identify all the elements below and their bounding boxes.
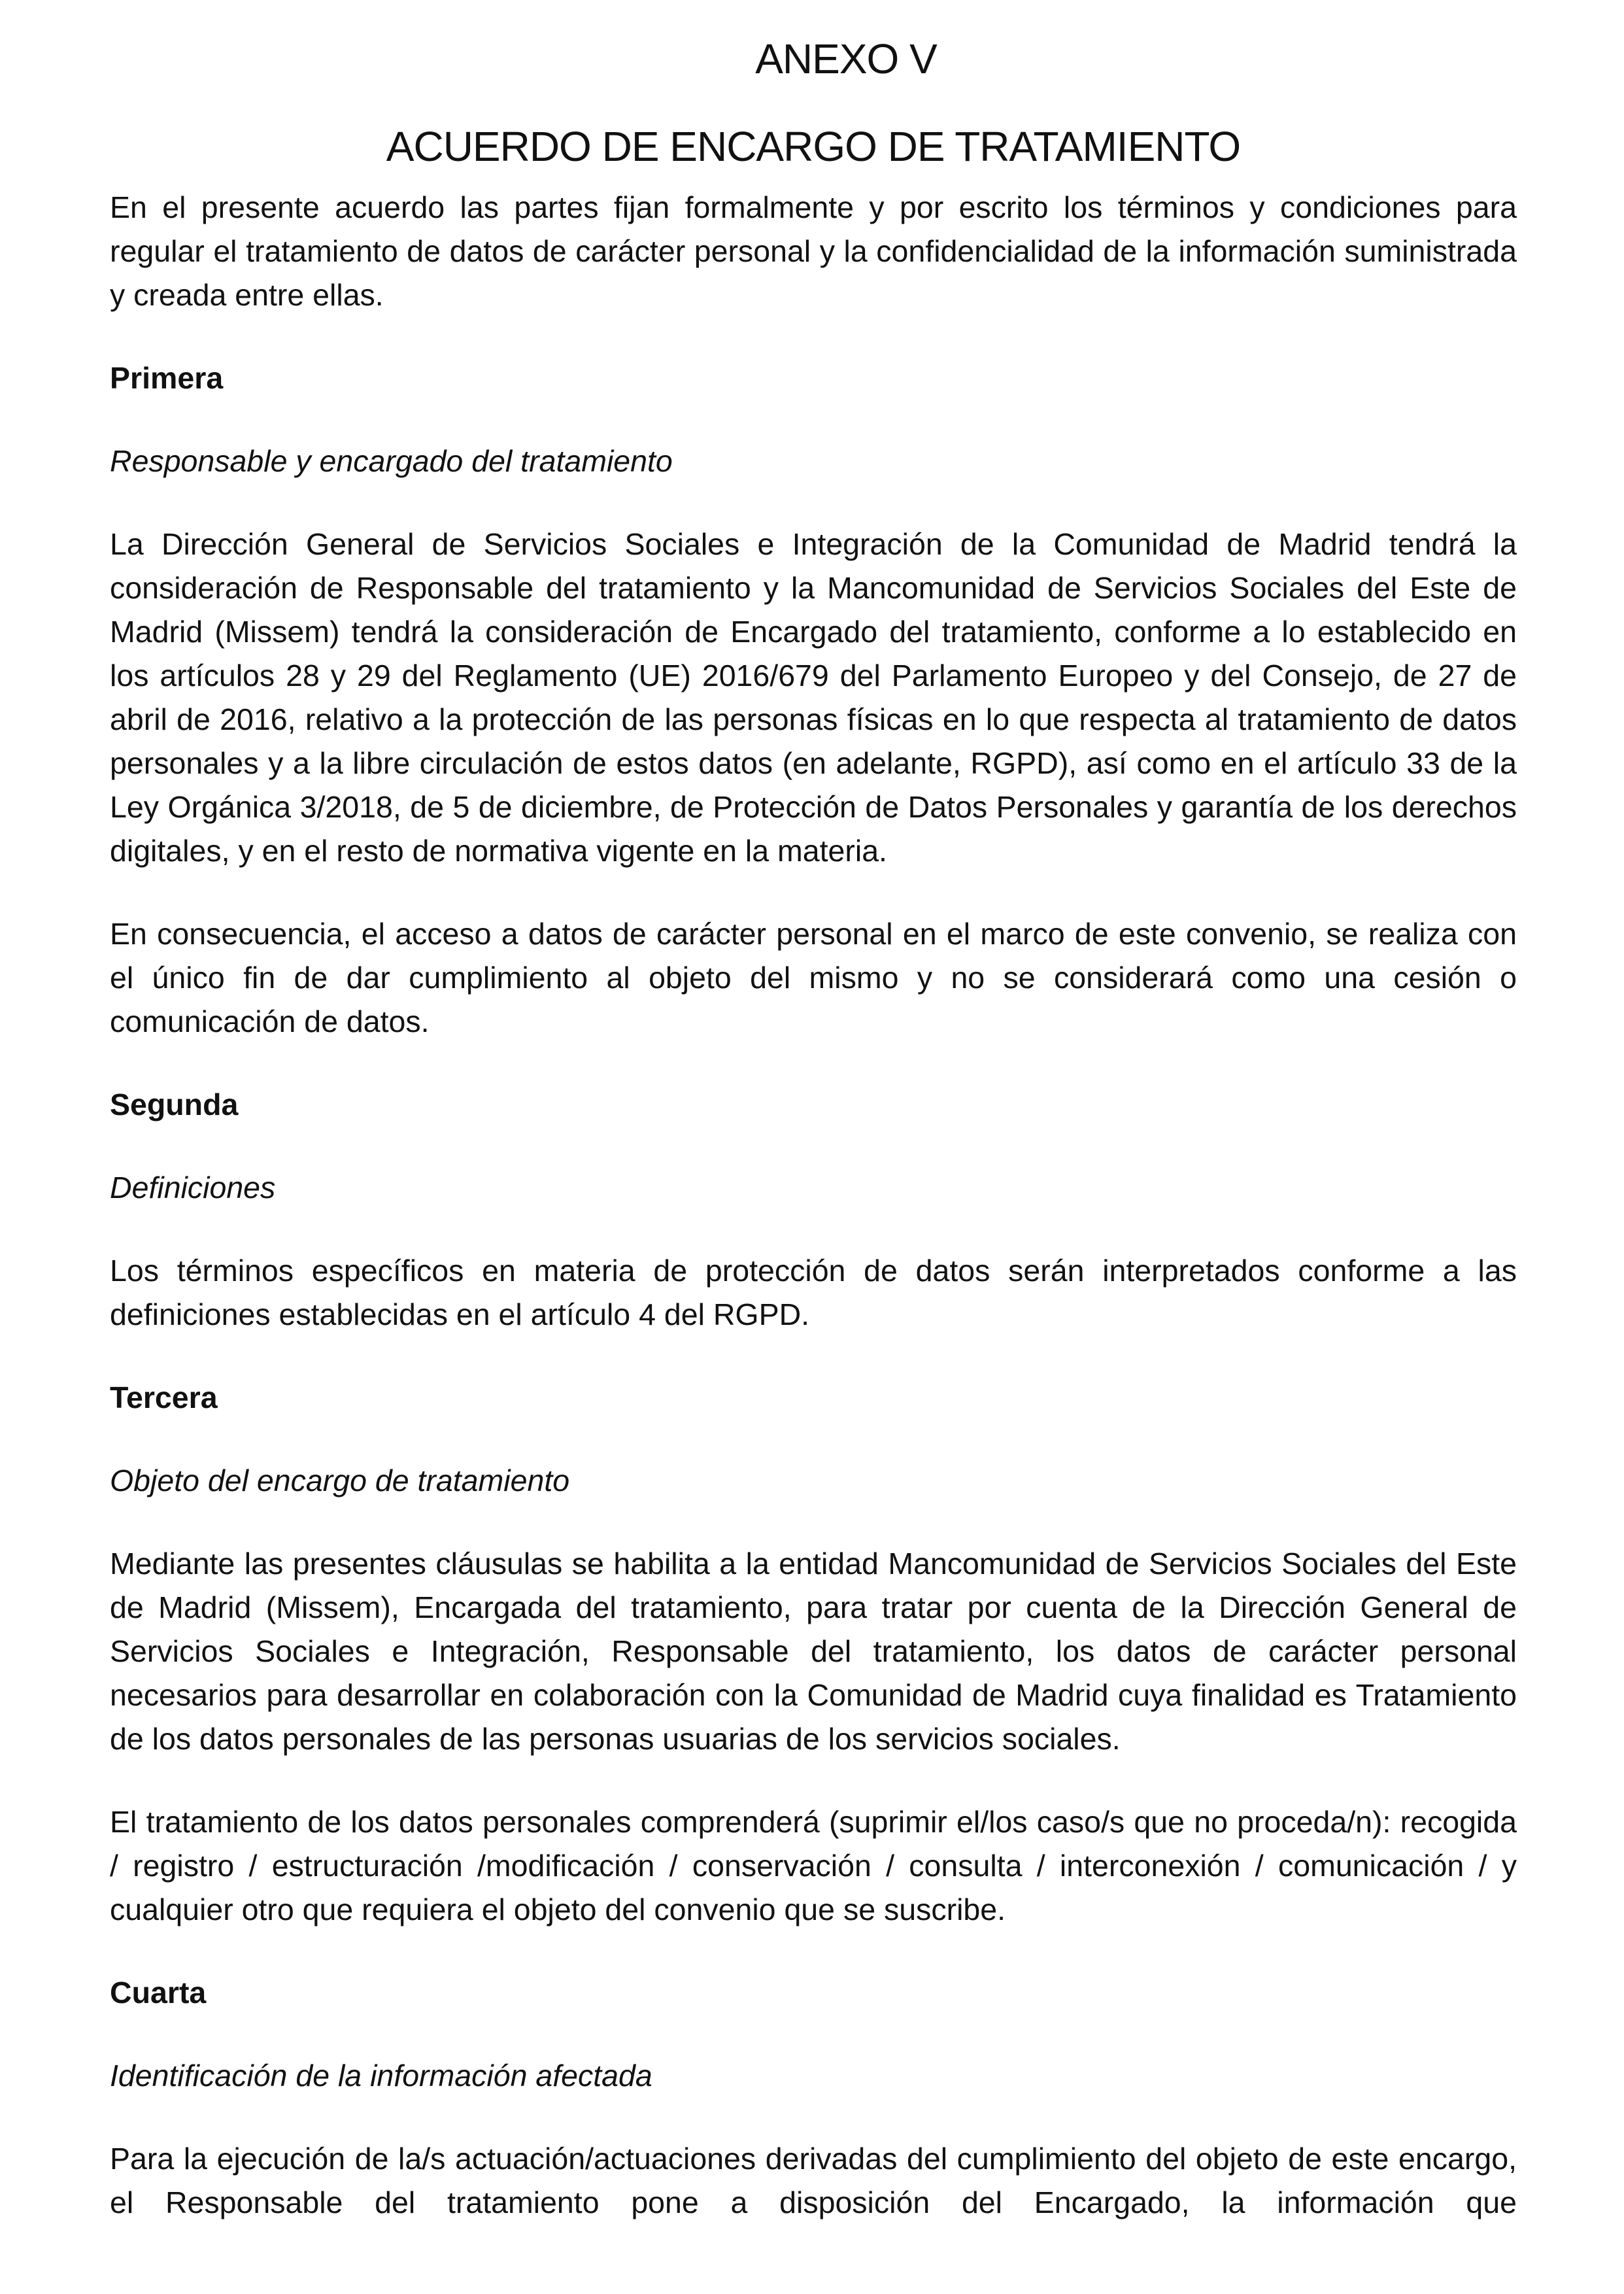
intro-paragraph: En el presente acuerdo las partes fijan formalmente y por escrito los términos y condiciones para regular el tratamiento de datos de carácter personal y la confidencialidad de la información suministrada y creada entre ellas.	[110, 190, 1517, 312]
annex-title: ANEXO V	[755, 35, 937, 82]
clause-first-paragraph-1: La Dirección General de Servicios Sociales e Integración de la Comunidad de Madrid tendrá la consideración de Responsable del tratamiento y la Mancomunidad de Servicios Sociales del Este de Madrid (Missem) tendrá la consideración de Encargado del tratamiento, conforme a lo establecido en los artículos 28 y 29 del Reglamento (UE) 2016/679 del Parlamento Europeo y del Consejo, de 27 de abril de 2016, relativo a la protección de las personas físicas en lo que respecta al tratamiento de datos personales y a la libre circulación de estos datos (en adelante, RGPD), así como en el artículo 33 de la Ley Orgánica 3/2018, de 5 de diciembre, de Protección de Datos Personales y garantía de los derechos digitales, y en el resto de normativa vigente en la materia.	[110, 527, 1517, 868]
document-page	[110, 33, 1517, 2225]
clause-third-heading: Tercera	[110, 1380, 218, 1414]
clause-fourth-heading: Cuarta	[110, 1976, 207, 2010]
clause-first-paragraph-2: En consecuencia, el acceso a datos de carácter personal en el marco de este convenio, se realiza con el único fin de dar cumplimiento al objeto del mismo y no se considerará como una cesión o comunicación de datos.	[110, 917, 1517, 1038]
clause-second-subheading: Definiciones	[110, 1171, 276, 1205]
clause-fourth-subheading: Identificación de la información afectada	[110, 2059, 652, 2093]
clause-third-paragraph-1: Mediante las presentes cláusulas se habilita a la entidad Mancomunidad de Servicios Sociales del Este de Madrid (Missem), Encargada del tratamiento, para tratar por cuenta de la Dirección General de Servicios Sociales e Integración, Responsable del tratamiento, los datos de carácter personal necesarios para desarrollar en colaboración con la Comunidad de Madrid cuya finalidad es Tratamiento de los datos personales de las personas usuarias de los servicios sociales.	[110, 1547, 1517, 1756]
clause-fourth-paragraph-1: Para la ejecución de la/s actuación/actuaciones derivadas del cumplimiento del objeto de este encargo, el Responsable del tratamiento pone a disposición del Encargado, la información que	[110, 2142, 1517, 2219]
clause-first-subheading: Responsable y encargado del tratamiento	[110, 444, 673, 478]
clause-first-heading: Primera	[110, 361, 224, 395]
agreement-title: ACUERDO DE ENCARGO DE TRATAMIENTO	[386, 123, 1241, 170]
clause-second-heading: Segunda	[110, 1087, 239, 1121]
clause-second-paragraph-1: Los términos específicos en materia de protección de datos serán interpretados conforme a las definiciones establecidas en el artículo 4 del RGPD.	[110, 1254, 1517, 1331]
clause-third-paragraph-2: El tratamiento de los datos personales comprenderá (suprimir el/los caso/s que no proceda/n): recogida / registro / estructuración /modificación / conservación / consulta / interconexión / comunicación / y cualquier otro que requiera el objeto del convenio que se suscribe.	[110, 1805, 1517, 1926]
clause-third-subheading: Objeto del encargo de tratamiento	[110, 1464, 570, 1498]
